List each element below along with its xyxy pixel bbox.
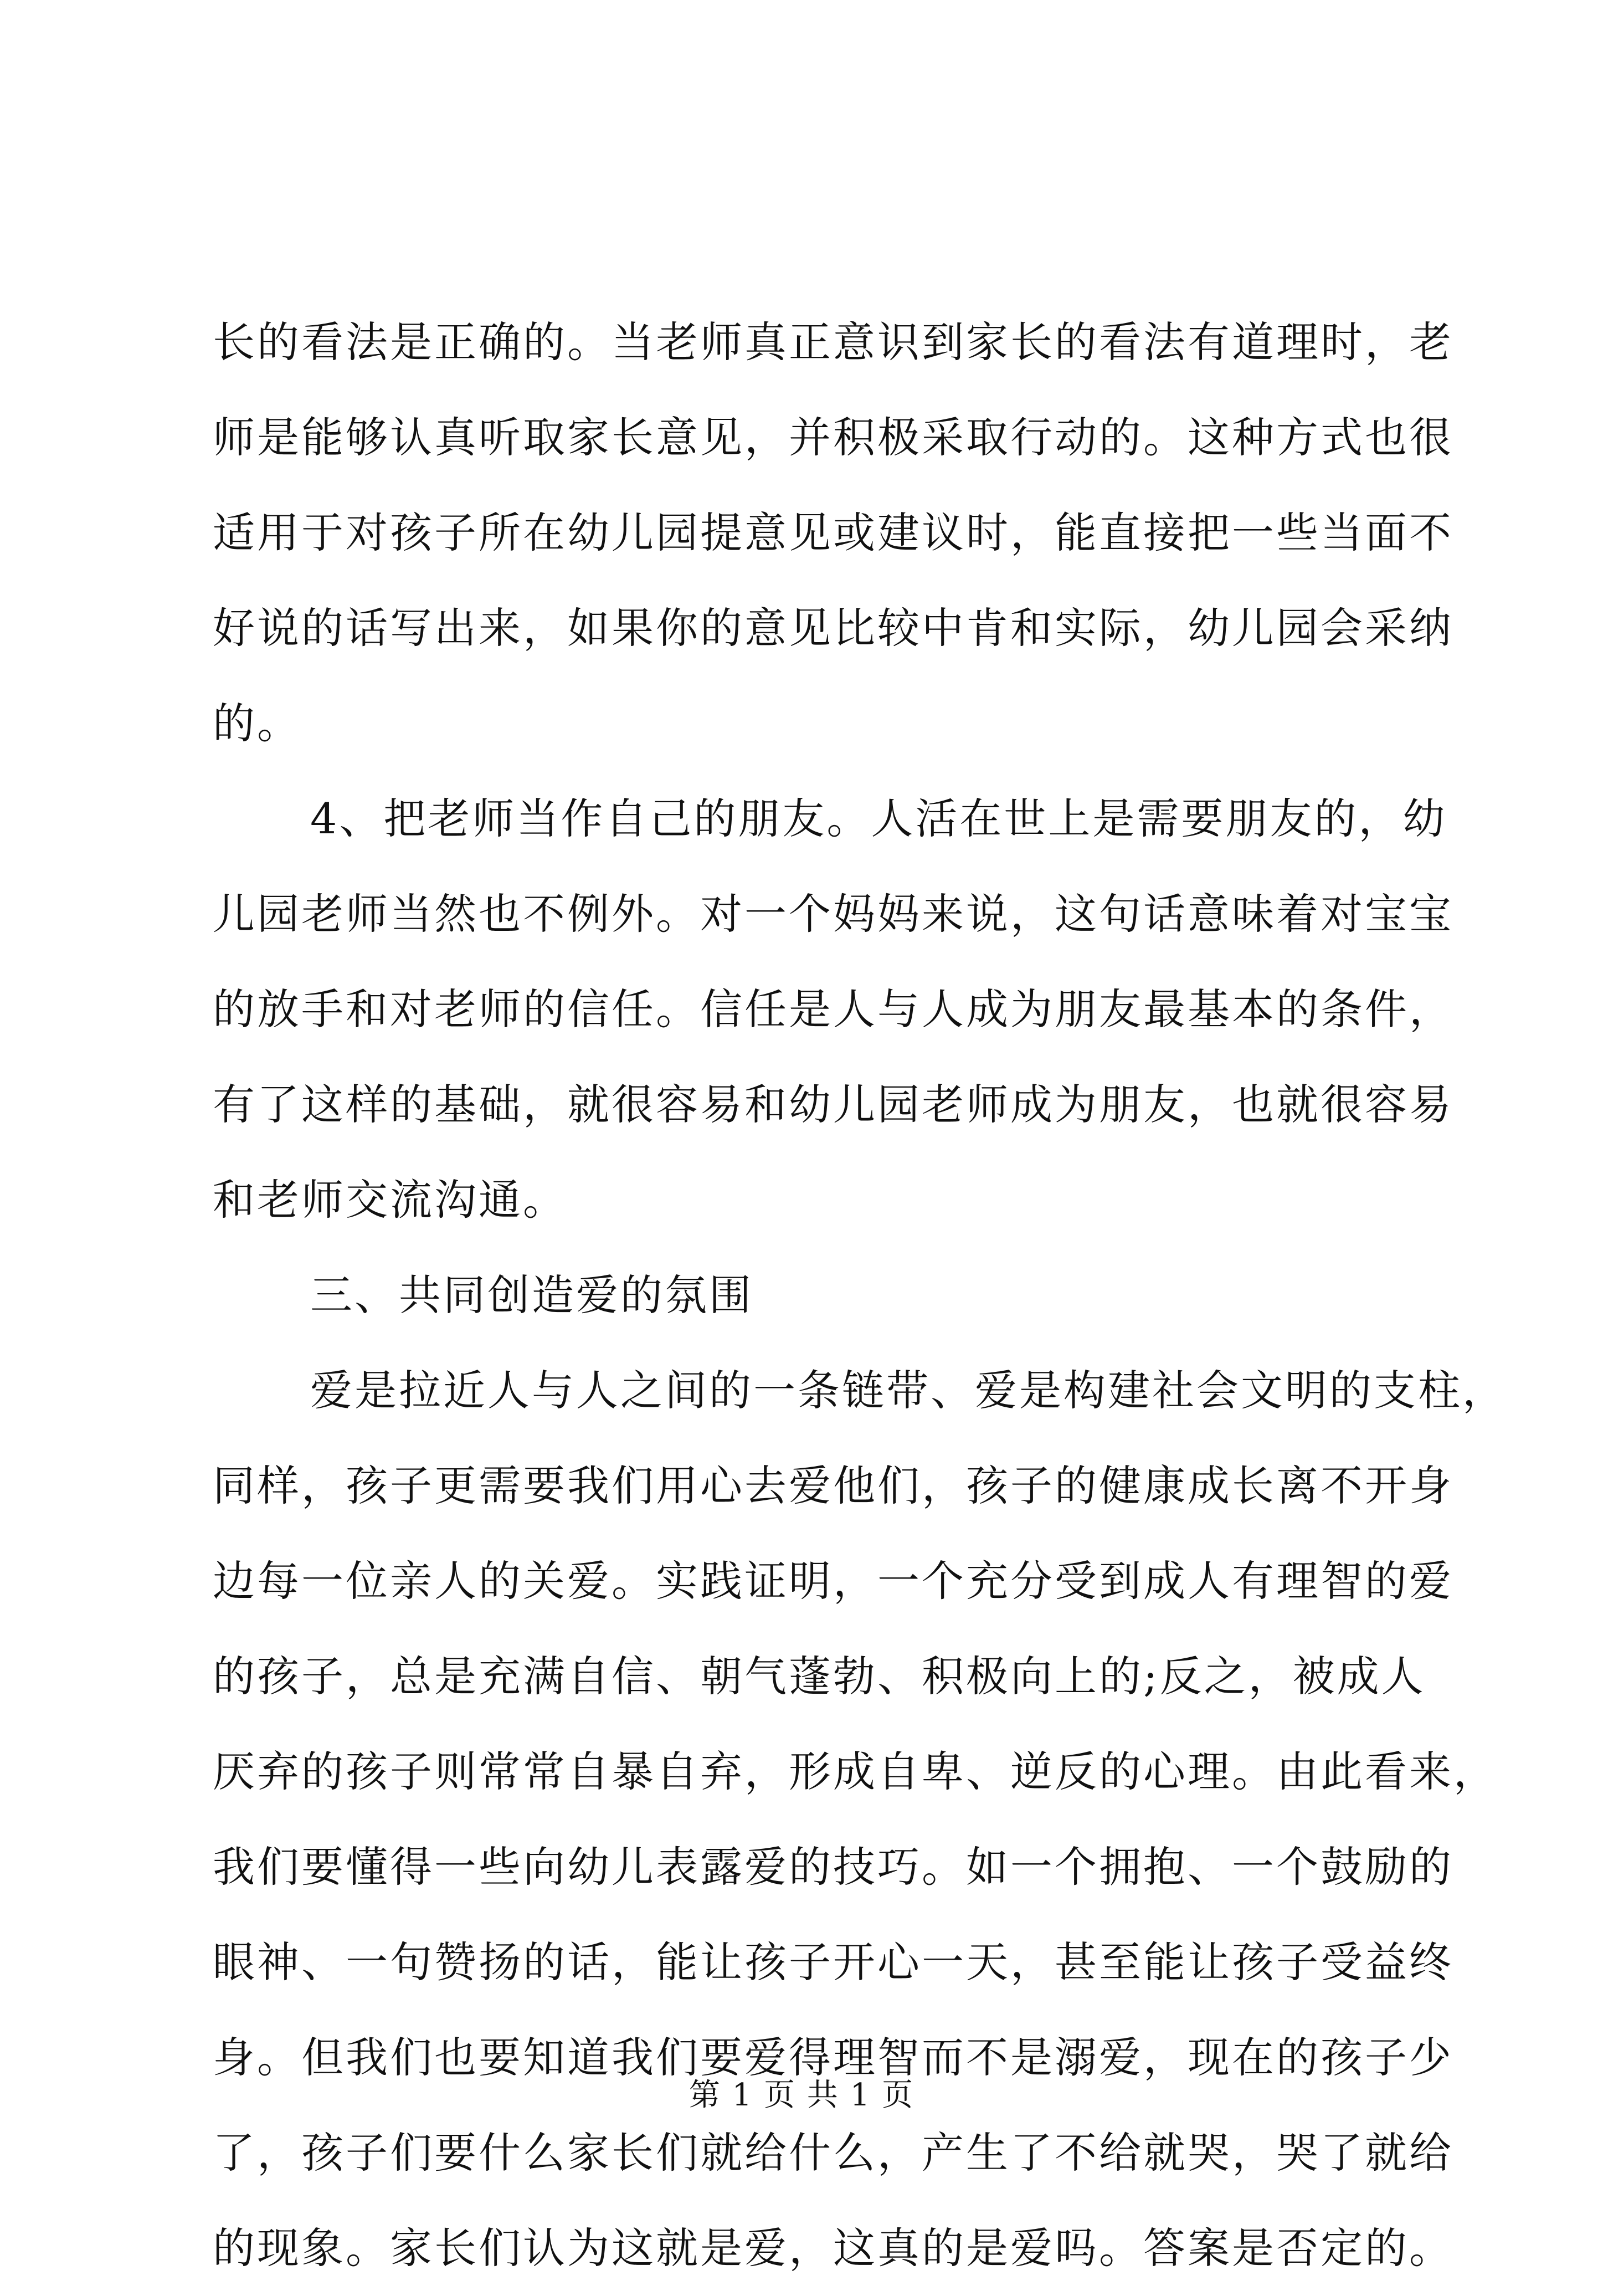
text-line: 边每一位亲人的关爱。实践证明，一个充分受到成人有理智的爱 — [213, 1556, 1453, 1606]
text-line: 的。 — [213, 699, 301, 748]
text-line: 厌弃的孩子则常常自暴自弃，形成自卑、逆反的心理。由此看来， — [213, 1747, 1498, 1796]
text-line: 了，孩子们要什么家长们就给什么，产生了不给就哭，哭了就给 — [213, 2128, 1453, 2177]
page-footer: 第 1 页 共 1 页 — [689, 2077, 914, 2113]
text-line: 师是能够认真听取家长意见，并积极采取行动的。这种方式也很 — [213, 413, 1453, 462]
text-line: 好说的话写出来，如果你的意见比较中肯和实际，幼儿园会采纳 — [213, 603, 1453, 653]
text-line: 的现象。家长们认为这就是爱，这真的是爱吗。答案是否定的。 — [213, 2223, 1453, 2273]
document-body — [213, 295, 1507, 2296]
text-line: 长的看法是正确的。当老师真正意识到家长的看法有道理时，老 — [213, 317, 1453, 367]
text-line: 和老师交流沟通。 — [213, 1175, 567, 1224]
paragraph-first-line: 爱是拉近人与人之间的一条链带、爱是构建社会文明的支柱， — [310, 1366, 1507, 1415]
text-line: 有了这样的基础，就很容易和幼儿园老师成为朋友，也就很容易 — [213, 1080, 1453, 1129]
text-line: 同样，孩子更需要我们用心去爱他们，孩子的健康成长离不开身 — [213, 1461, 1453, 1510]
text-line: 儿园老师当然也不例外。对一个妈妈来说，这句话意味着对宝宝 — [213, 889, 1453, 939]
text-line: 适用于对孩子所在幼儿园提意见或建议时，能直接把一些当面不 — [213, 508, 1453, 557]
text-line: 我们要懂得一些向幼儿表露爱的技巧。如一个拥抱、一个鼓励的 — [213, 1842, 1453, 1892]
section-heading: 三、共同创造爱的氛围 — [310, 1270, 753, 1320]
text-line: 眼神、一句赞扬的话，能让孩子开心一天，甚至能让孩子受益终 — [213, 1938, 1453, 1987]
paragraph-first-line: 4、把老师当作自己的朋友。人活在世上是需要朋友的，幼 — [310, 794, 1447, 843]
text-line: 的孩子，总是充满自信、朝气蓬勃、积极向上的;反之，被成人 — [213, 1652, 1426, 1701]
text-line: 的放手和对老师的信任。信任是人与人成为朋友最基本的条件， — [213, 985, 1453, 1034]
text-line: 身。但我们也要知道我们要爱得理智而不是溺爱，现在的孩子少 — [213, 2033, 1453, 2082]
